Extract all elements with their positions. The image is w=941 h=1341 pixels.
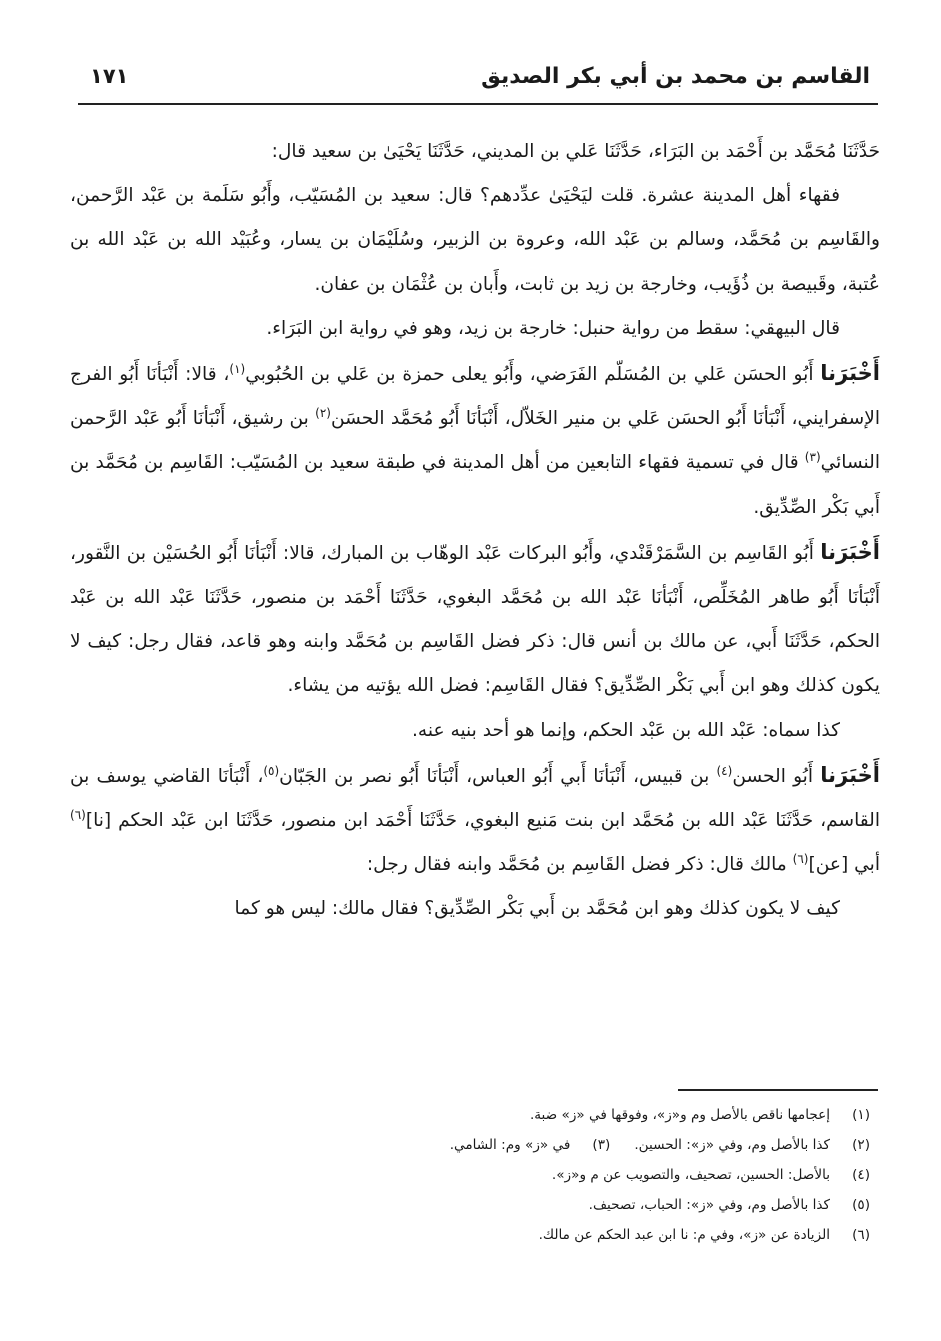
footnote-number: (٤) bbox=[852, 1167, 870, 1183]
footnote-4 bbox=[200, 1160, 870, 1190]
footnote-ref[interactable]: (٢) bbox=[315, 406, 331, 421]
paragraph-text: أبي [عن] bbox=[808, 854, 880, 876]
footnote-number: (٦) bbox=[852, 1227, 870, 1243]
paragraph-text: مالك قال: ذكر فضل القَاسِم بن مُحَمَّد وابنه فقال رجل: bbox=[366, 854, 793, 876]
header-rule bbox=[78, 103, 878, 105]
footnote-number: (١) bbox=[852, 1107, 870, 1123]
footnote-number: (٢) bbox=[852, 1137, 870, 1153]
paragraph-text: أَبُو الحسَن عَلي بن المُسَلّم الفَرَضي، وأَبُو يعلى حمزة بن عَلي بن الحُبُوبي bbox=[245, 364, 814, 386]
paragraph-bayhaqi-note: قال البيهقي: سقط من رواية حنبل: خارجة بن زيد، وهو في رواية ابن البَرَاء. bbox=[266, 317, 840, 339]
paragraph-continuation: كيف لا يكون كذلك وهو ابن مُحَمَّد بن أَبي بَكْر الصِّدِّيق؟ فقال مالك: ليس هو كما bbox=[234, 898, 840, 920]
footnotes bbox=[200, 1100, 870, 1250]
footnote-ref[interactable]: (٣) bbox=[804, 450, 821, 465]
lead-word: أَخْبَرَنا bbox=[820, 762, 880, 787]
paragraph-text: ، قالا: أَنْبَأنَا أَبُو الفرج الإسفرايني، أَنْبَأنَا أَبُو الحسَن عَلي بن منير الخَلاّل، أَنْبَأنَا أَبُو مُحَمَّد الحسَن bbox=[70, 364, 881, 430]
footnote-number: (٣) bbox=[592, 1137, 611, 1153]
footnote-text: إعجامها ناقص بالأصل وم و«ز»، وفوقها في «ز» ضبة. bbox=[529, 1107, 830, 1123]
footnote-text: بالأصل: الحسين، تصحيف، والتصويب عن م و«ز». bbox=[551, 1167, 830, 1183]
paragraph-fuqaha-list: فقهاء أهل المدينة عشرة. قلت ليَحْيَىٰ عدِّدهم؟ قال: سعيد بن المُسَيّب، وأَبُو سَلَمة بن عَبْد الرَّحمن، والقَاسِم بن مُحَمَّد، وسالم بن عَبْد الله، وعروة بن الزبير، وسُلَيْمَان بن يسار، وعُبَيْد الله بن عَبْد الله بن عُتبة، وقَبيصة بن ذُؤَيب، وخارجة بن زيد بن ثابت، وأَبان بن عُثْمَان بن عفان. bbox=[70, 185, 880, 295]
running-title: القاسم بن محمد بن أبي بكر الصديق bbox=[481, 64, 870, 89]
footnote-rule bbox=[678, 1089, 878, 1091]
footnote-2-3 bbox=[200, 1130, 870, 1160]
paragraph-akhbarana-3 bbox=[70, 753, 880, 888]
paragraph-akhbarana-1 bbox=[70, 351, 880, 530]
paragraph-text: بن رشيق، أَنْبَأنَا أَبُو عَبْد الرَّحمن النسائي bbox=[70, 408, 880, 474]
footnote-ref[interactable]: (١) bbox=[229, 361, 246, 376]
footnote-ref[interactable]: (٦) bbox=[792, 852, 809, 867]
lead-word: أَخْبَرَنا bbox=[820, 539, 880, 564]
footnote-1 bbox=[200, 1100, 870, 1130]
footnote-text: كذا بالأصل وم، وفي «ز»: الحسين. bbox=[634, 1137, 830, 1153]
paragraph-kadha-samahu: كذا سماه: عَبْد الله بن عَبْد الحكم، وإنما هو أحد بنيه عنه. bbox=[411, 719, 840, 741]
footnote-text: في «ز» وم: الشامي. bbox=[449, 1137, 571, 1153]
footnote-ref[interactable]: (٥) bbox=[263, 763, 280, 778]
footnote-ref[interactable]: (٤) bbox=[716, 763, 733, 778]
footnote-ref[interactable]: (٦) bbox=[70, 807, 86, 822]
paragraph-text: أَبُو القَاسِم بن السَّمَرْقَنْدي، وأَبُو البركات عَبْد الوهّاب بن المبارك، قالا: أَنْبَأنَا أَبُو الحُسَيْن بن النَّقور، أَنْبَأنَا أَبُو طاهر المُخَلِّص، أَنْبَأنَا عَبْد الله بن مُحَمَّد البغوي، حَدَّثَنَا أَحْمَد بن منصور، حَدَّثَنَا عَبْد الله بن عَبْد الحكم، حَدَّثَنَا أَبي، عن مالك بن أنس قال: ذكر فضل القَاسِم بن مُحَمَّد وابنه وهو قاعد، فقال رجل: كيف لا يكون كذلك وهو ابن أَبي بَكْر الصِّدِّيق؟ فقال القَاسِم: فضل الله يؤتيه من يشاء. bbox=[70, 542, 880, 697]
footnote-5 bbox=[200, 1190, 870, 1220]
paragraph-akhbarana-2 bbox=[70, 530, 880, 709]
paragraph-isnad-1: حَدَّثَنَا مُحَمَّد بن أَحْمَد بن البَرَاء، حَدَّثَنَا عَلي بن المديني، حَدَّثَنَا يَحْيَىٰ بن سعيد قال: bbox=[271, 141, 880, 162]
paragraph-text: قال في تسمية فقهاء التابعين من أهل المدينة في طبقة سعيد بن المُسَيّب: القَاسِم بن مُحَمَّد بن أَبي بَكْر الصِّدِّيق. bbox=[70, 452, 880, 518]
running-header bbox=[80, 58, 900, 98]
lead-word: أَخْبَرَنا bbox=[820, 361, 881, 386]
paragraph-text: ، أَنْبَأنَا القاضي يوسف بن القاسم، حَدَّثَنَا عَبْد الله بن مُحَمَّد ابن بنت مَنيع البغوي، حَدَّثَنَا أَحْمَد ابن منصور، حَدَّثَنَا ابن عَبْد الحكم [نا] bbox=[70, 765, 880, 832]
page-number: ١٧١ bbox=[90, 64, 129, 88]
footnote-6 bbox=[200, 1220, 870, 1250]
footnote-text: الزيادة عن «ز»، وفي م: نا ابن عبد الحكم عن مالك. bbox=[538, 1227, 830, 1243]
footnote-number: (٥) bbox=[852, 1197, 870, 1213]
main-text bbox=[70, 130, 880, 932]
paragraph-text: بن قبيس، أَنْبَأنَا أَبي أَبُو العباس، أَنْبَأنَا أَبُو نصر بن الجَبّان bbox=[279, 765, 717, 787]
paragraph-text: أَبُو الحسن bbox=[732, 765, 814, 787]
footnote-text: كذا بالأصل وم، وفي «ز»: الحباب، تصحيف. bbox=[588, 1197, 830, 1213]
